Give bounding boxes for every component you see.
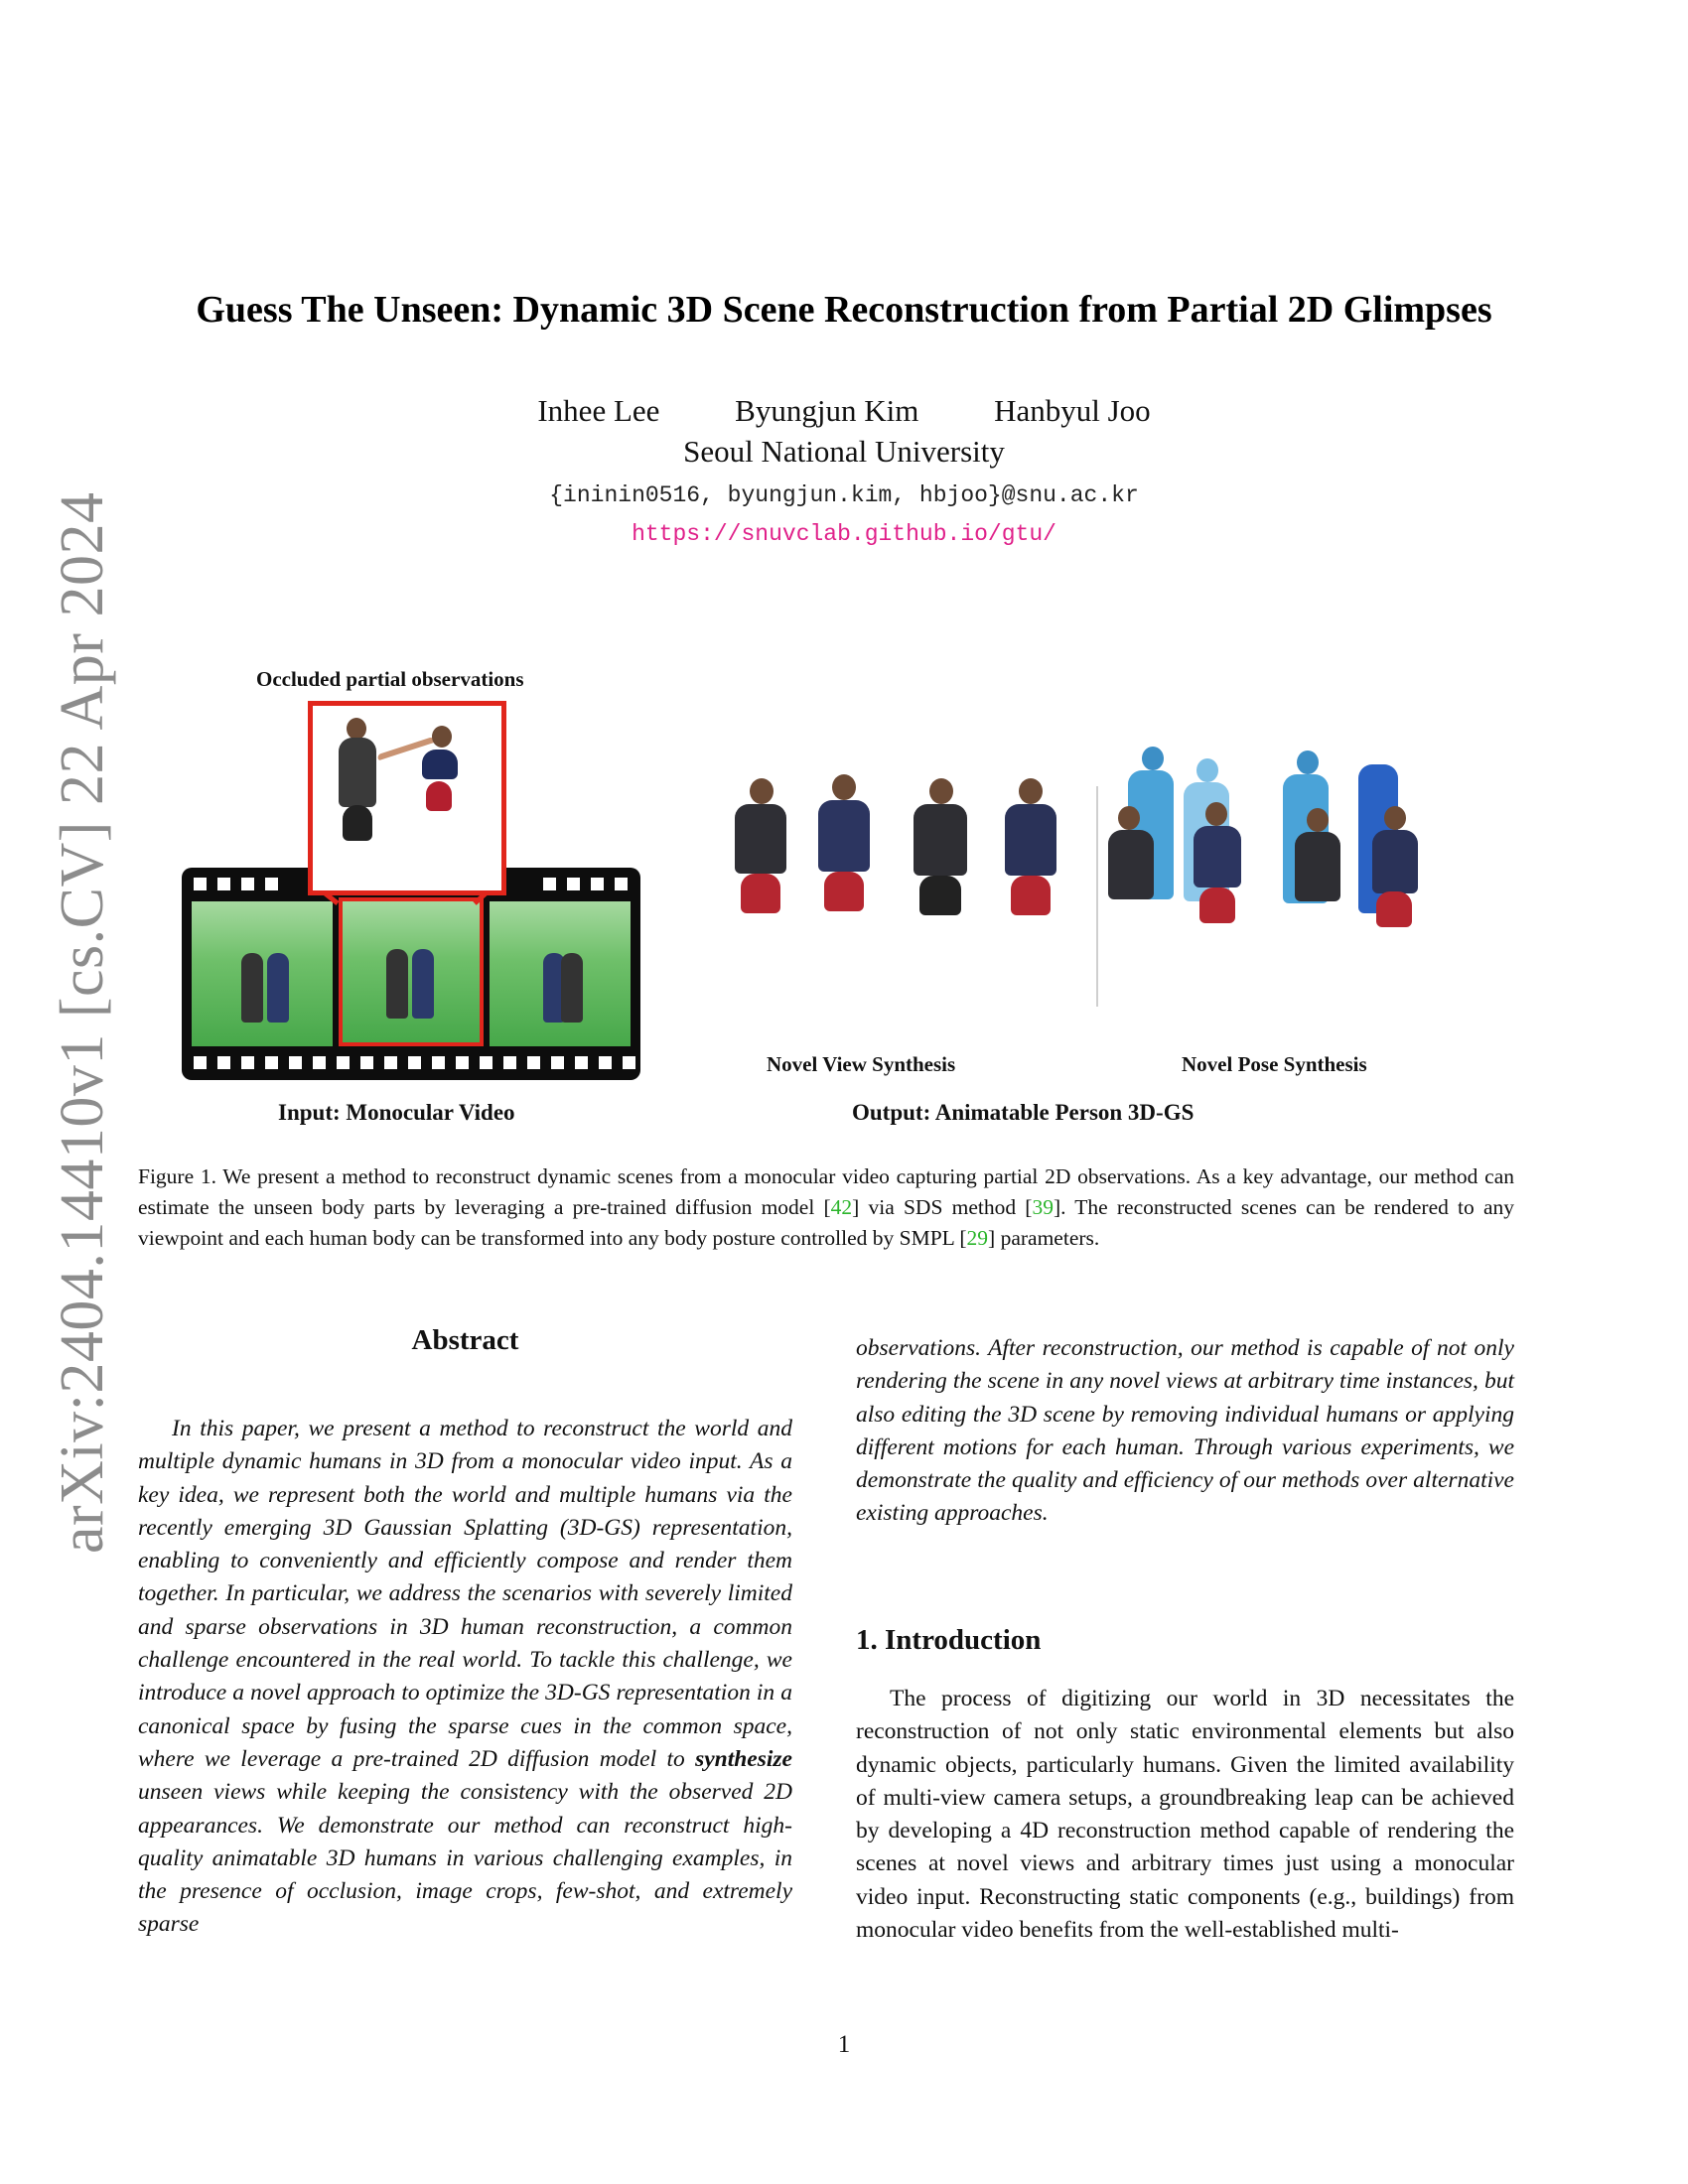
figure-label-nps: Novel Pose Synthesis <box>1182 1052 1367 1076</box>
video-frame <box>490 901 631 1046</box>
caption-text: ] parameters. <box>988 1226 1100 1250</box>
introduction-body: The process of digitizing our world in 3D necessitates the reconstruction of not only static environmental elements but also dynamic objects, particularly humans. Given the limited availability of multi-view camera setups, a groundbreaking leap can be achieved by developing a 4D reconstruction method capable of rendering the scenes at novel views and arbitrary times just using a monocular video input. Reconstructing static components (e.g., buildings) from monocular video benefits from the well-established multi- <box>856 1686 1514 1944</box>
affiliation: Seoul National University <box>683 434 1005 469</box>
author-emails: {ininin0516, byungjun.kim, hbjoo}@snu.ac.kr <box>549 482 1139 508</box>
abstract-text: unseen views while keeping the consistency with the observed 2D appearances. We demonstrate our method can reconstruct high-quality animatable 3D humans in various challenging examples, in the presence of occlusion, image crops, few-shot, and extremely sparse <box>138 1779 792 1938</box>
paper-title: Guess The Unseen: Dynamic 3D Scene Reconstruction from Partial 2D Glimpses <box>196 289 1492 331</box>
citation-link[interactable]: 39 <box>1032 1195 1054 1219</box>
project-url-link[interactable]: https://snuvclab.github.io/gtu/ <box>632 521 1056 547</box>
caption-text: ] via SDS method [ <box>852 1195 1033 1219</box>
figure-label-nvs: Novel View Synthesis <box>767 1052 956 1076</box>
page-number: 1 <box>837 2031 851 2058</box>
section-heading: 1. Introduction <box>856 1624 1042 1656</box>
author-list <box>0 393 1688 429</box>
occluded-observation-image <box>308 701 506 895</box>
citation-link[interactable]: 42 <box>830 1195 853 1219</box>
abstract-text: In this paper, we present a method to reconstruct the world and multiple dynamic humans in 3D from a monocular video input. As a key idea, we represent both the world and multiple humans via the recently emerging 3D Gaussian Splatting (3D-GS) representation, enabling to conveniently and efficiently compose and render them together. In particular, we address the scenarios with severely limited and sparse observations in 3D human reconstruction, a common challenge encountered in the real world. To tackle this challenge, we introduce a novel approach to optimize the 3D-GS representation in a canonical space by fusing the sparse cues in the common space, where we leverage a pre-trained 2D diffusion model to <box>138 1416 792 1772</box>
video-frame-highlighted <box>339 897 484 1046</box>
arxiv-stamp: arXiv:2404.14410v1 [cs.CV] 22 Apr 2024 <box>49 491 116 1554</box>
author-name: Inhee Lee <box>537 393 660 428</box>
figure-label-output: Output: Animatable Person 3D-GS <box>852 1100 1195 1125</box>
abstract-heading: Abstract <box>411 1324 519 1356</box>
author-name: Hanbyul Joo <box>994 393 1151 428</box>
abstract-body <box>138 1413 792 1942</box>
caption-text: ]. The reconstructed scenes can be rendered to any viewpoint and each human body can be transformed into any body posture controlled by SMPL [ <box>138 1195 1514 1250</box>
abstract-emphasis: synthesize <box>695 1745 792 1772</box>
abstract-continuation: observations. After reconstruction, our method is capable of not only rendering the scene in any novel views at arbitrary time instances, but also editing the 3D scene by removing individual humans or applying different motions for each human. Through various experiments, we demonstrate the quality and efficiency of our methods over alternative existing approaches. <box>856 1335 1514 1527</box>
author-name: Byungjun Kim <box>735 393 919 428</box>
figure-label-occluded: Occluded partial observations <box>256 667 524 691</box>
figure-divider <box>1096 786 1098 1007</box>
video-frame <box>192 901 333 1046</box>
novel-pose-synthesis-image <box>1102 735 1450 1027</box>
novel-view-synthesis-image <box>675 754 1092 1027</box>
citation-link[interactable]: 29 <box>966 1226 989 1250</box>
caption-text: Figure 1. We present a method to reconstruct dynamic scenes from a monocular video capturing partial 2D observations. As a key advantage, our method can estimate the unseen body parts by leveraging a pre-trained diffusion model [ <box>138 1164 1514 1219</box>
figure-label-input: Input: Monocular Video <box>278 1100 515 1125</box>
figure-caption <box>138 1161 1514 1254</box>
